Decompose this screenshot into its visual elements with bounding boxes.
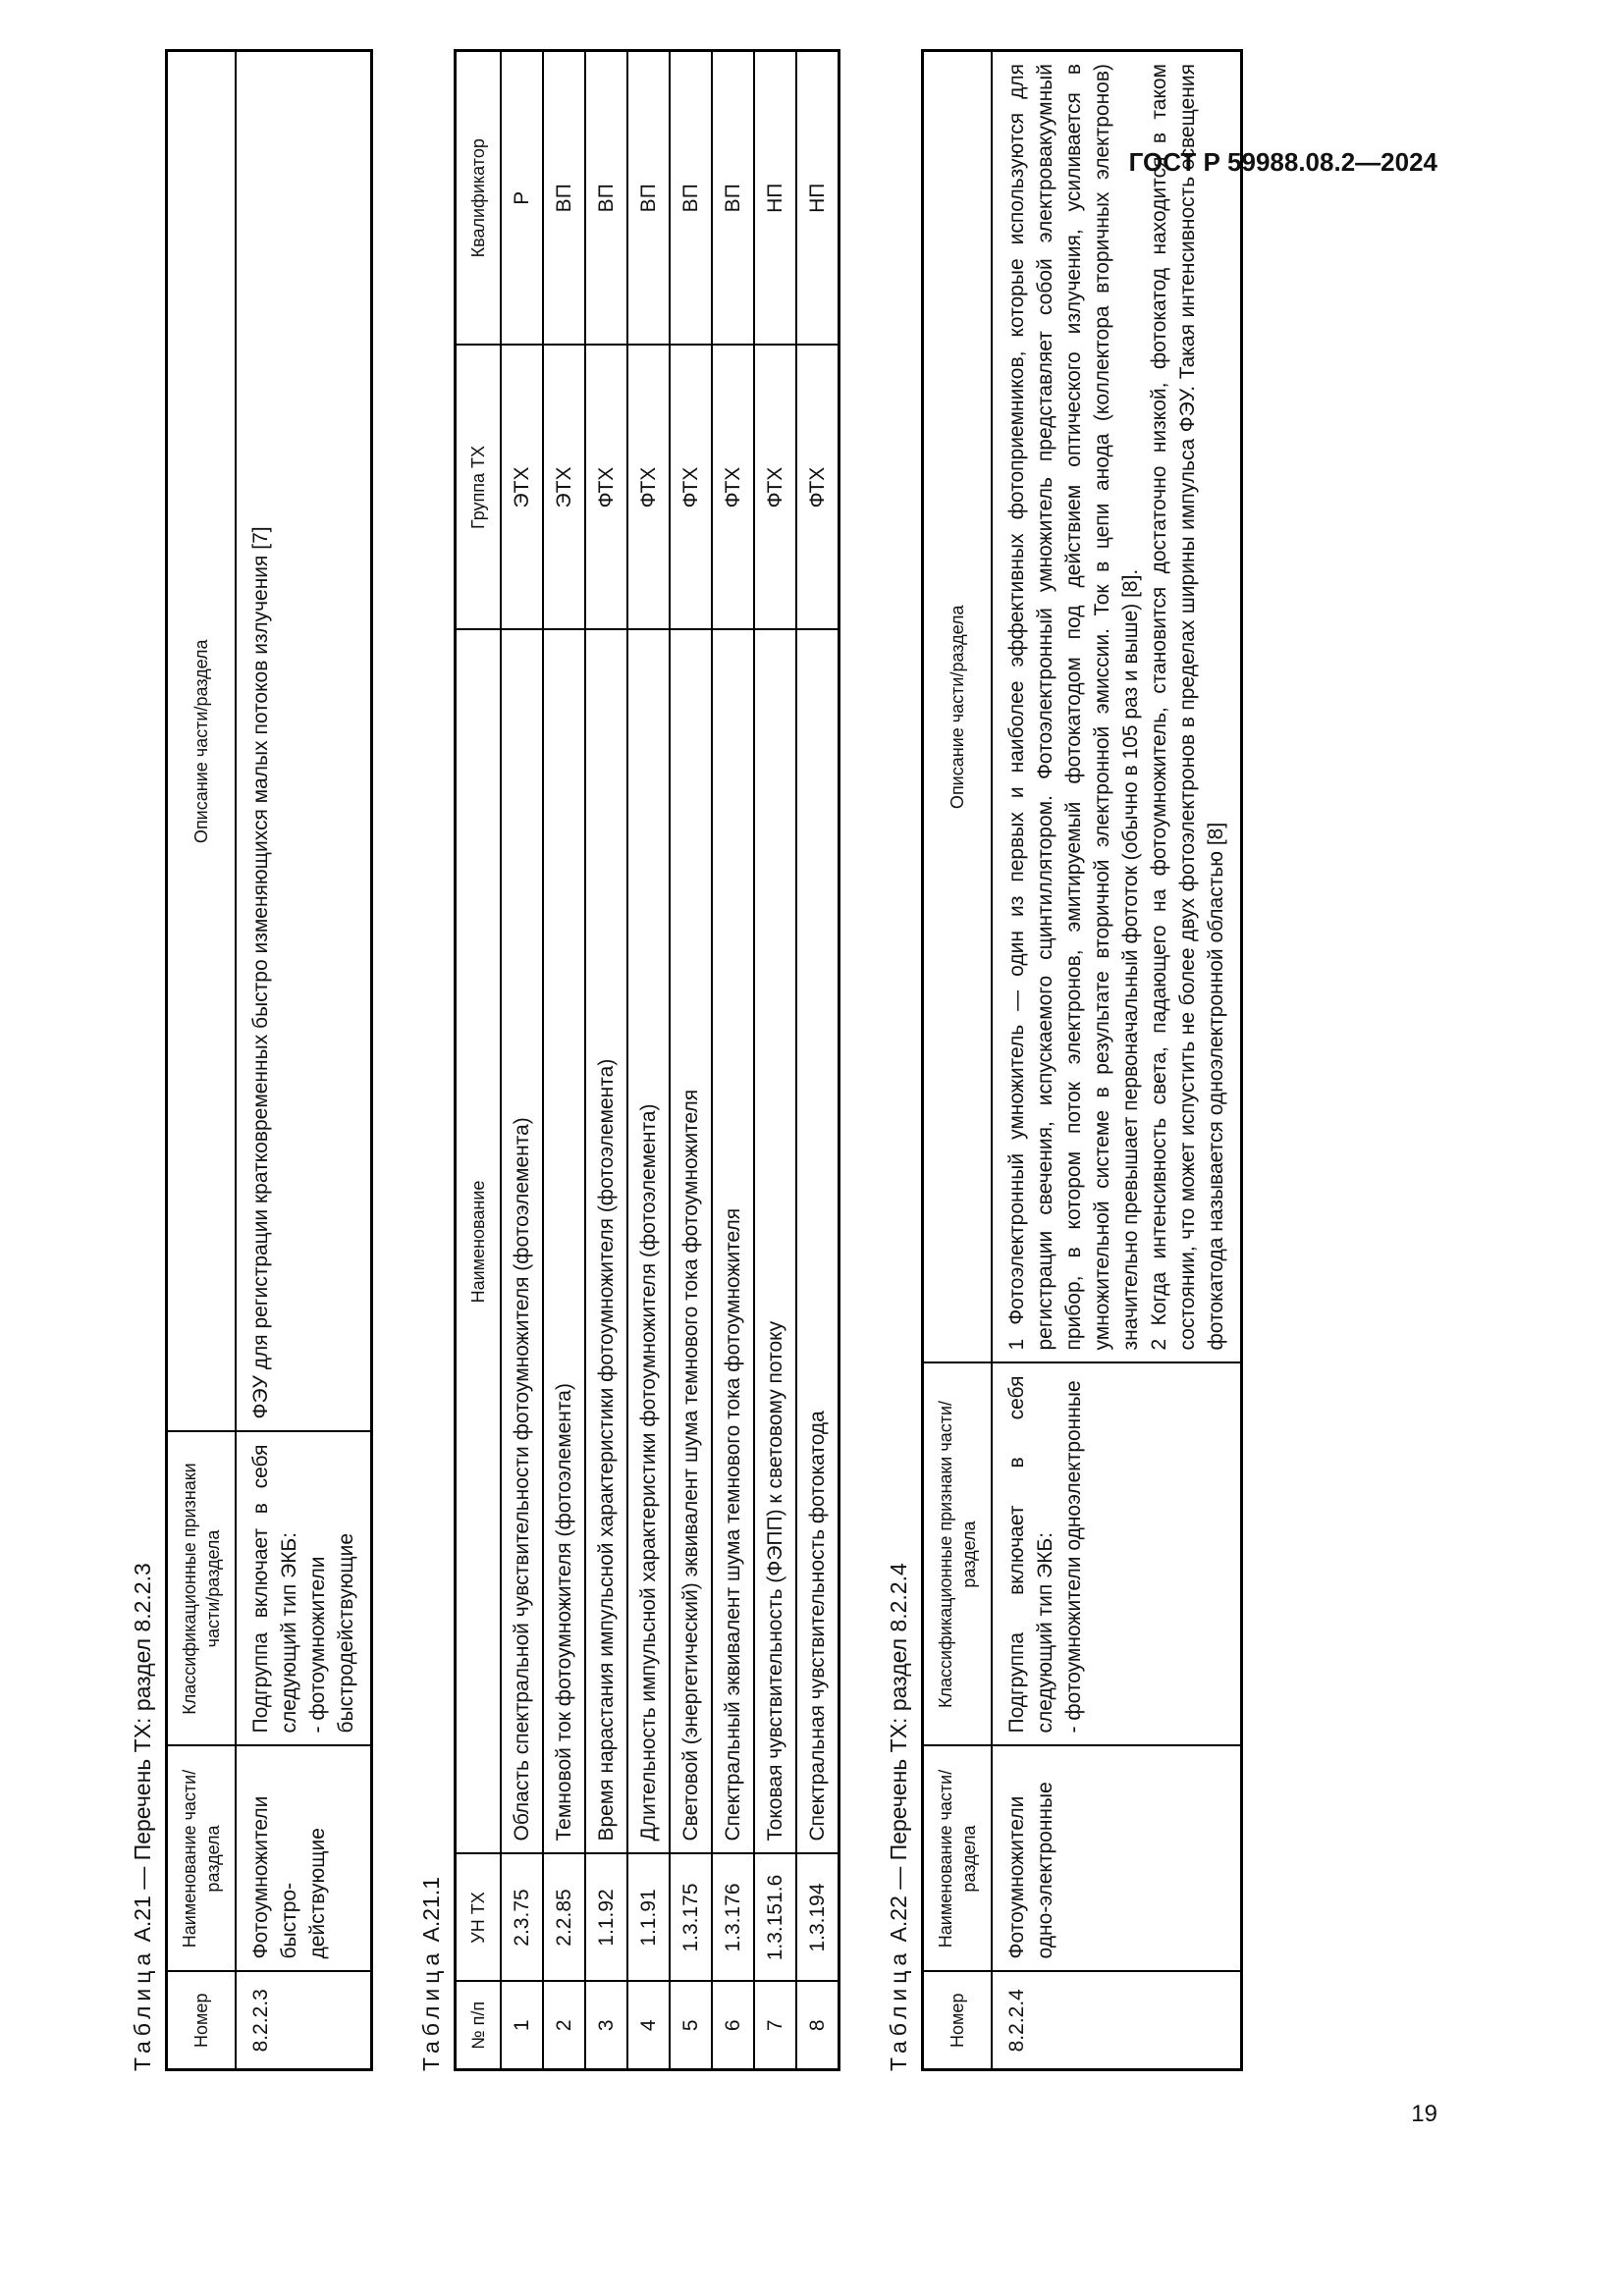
cell-qual: Р — [501, 51, 543, 346]
col-header: Номер — [923, 1972, 993, 2070]
col-header: Наименование части/раздела — [167, 1746, 237, 1972]
table-a21 — [165, 49, 373, 2071]
col-header: № п/п — [456, 1982, 502, 2070]
table-a21-caption — [120, 39, 165, 2071]
cell-name: Фотоумножители одно-электронные — [992, 1746, 1242, 1972]
cell-qual: ВП — [627, 51, 670, 346]
cell-description: ФЭУ для регистрации кратковременных быстро изменяющихся малых потоков излучения [7] — [236, 51, 372, 1432]
caption-prefix: Таблица — [886, 1948, 911, 2071]
cell-n: 7 — [754, 1982, 796, 2070]
cell-name: Токовая чувствительность (ФЭПП) к световому потоку — [754, 630, 796, 1854]
cell-group: ЭТХ — [501, 346, 543, 630]
cell-classification — [992, 1363, 1242, 1746]
cell-code: 2.3.75 — [501, 1854, 543, 1982]
cell-name: Время нарастания импульсной характеристики фотоумножителя (фотоэлемента) — [585, 630, 627, 1854]
page-number: 19 — [1411, 2101, 1437, 2127]
class-line: Подгруппа включает в себя следующий тип ЭКБ: — [249, 1444, 300, 1734]
cell-n: 3 — [585, 1982, 627, 2070]
cell-qual: НП — [796, 51, 839, 346]
document-header: ГОСТ Р 59988.08.2—2024 — [1128, 147, 1437, 177]
cell-code: 1.1.91 — [627, 1854, 670, 1982]
cell-name: Темновой ток фотоумножителя (фотоэлемента) — [543, 630, 585, 1854]
cell-name: Область спектральной чувствительности фотоумножителя (фотоэлемента) — [501, 630, 543, 1854]
col-header: Наименование части/раздела — [923, 1746, 993, 1972]
table-a22-caption — [876, 39, 921, 2071]
rotated-content — [112, 39, 1447, 2071]
table-a211-caption — [408, 39, 454, 2071]
cell-code: 1.3.175 — [670, 1854, 712, 1982]
cell-number: 8.2.2.3 — [236, 1972, 372, 2070]
cell-qual: НП — [754, 51, 796, 346]
cell-qual: ВП — [585, 51, 627, 346]
cell-qual: ВП — [543, 51, 585, 346]
col-header: Квалификатор — [456, 51, 502, 346]
col-header: Классификационные признаки части/раздела — [923, 1363, 993, 1746]
cell-name: Спектральный эквивалент шума темнового тока фотоумножителя — [712, 630, 754, 1854]
caption-prefix: Таблица — [418, 1948, 444, 2071]
cell-name: Спектральная чувствительность фотокатода — [796, 630, 839, 1854]
cell-n: 6 — [712, 1982, 754, 2070]
col-header: Классификационные признаки части/раздела — [167, 1432, 237, 1746]
table-row — [501, 51, 543, 2070]
table-row — [754, 51, 796, 2070]
cell-qual: ВП — [712, 51, 754, 346]
caption-text: А.22 — Перечень ТХ: раздел 8.2.2.4 — [886, 1563, 911, 1943]
cell-description — [992, 51, 1242, 1363]
cell-code: 1.3.194 — [796, 1854, 839, 1982]
cell-group: ФТХ — [670, 346, 712, 630]
cell-group: ФТХ — [754, 346, 796, 630]
table-row — [627, 51, 670, 2070]
cell-n: 8 — [796, 1982, 839, 2070]
table-header-row — [167, 51, 237, 2070]
table-row — [585, 51, 627, 2070]
cell-group: ФТХ — [796, 346, 839, 630]
cell-code: 1.3.151.6 — [754, 1854, 796, 1982]
table-row — [712, 51, 754, 2070]
cell-n: 2 — [543, 1982, 585, 2070]
caption-prefix: Таблица — [130, 1948, 155, 2071]
table-header-row — [456, 51, 502, 2070]
col-header: УН ТХ — [456, 1854, 502, 1982]
cell-code: 2.2.85 — [543, 1854, 585, 1982]
col-header: Наименование — [456, 630, 502, 1854]
cell-group: ФТХ — [712, 346, 754, 630]
table-row — [992, 51, 1242, 2070]
table-a22 — [921, 49, 1243, 2071]
caption-text: А.21 — Перечень ТХ: раздел 8.2.2.3 — [130, 1563, 155, 1943]
col-header: Описание части/раздела — [923, 51, 993, 1363]
table-row — [236, 51, 372, 2070]
table-a21-1 — [454, 49, 840, 2071]
cell-group: ФТХ — [585, 346, 627, 630]
col-header: Описание части/раздела — [167, 51, 237, 1432]
col-header: Номер — [167, 1972, 237, 2070]
cell-n: 5 — [670, 1982, 712, 2070]
description-paragraph: 2 Когда интенсивность света, падающего на фотоумножитель, становится достаточно низкой, фотокатод находится в таком состоянии, что может испустить не более двух фотоэлектронов в пределах ширины импульса ФЭУ. Такая интенсивность освещения фотокатода называется одноэлектронной областью [8] — [1148, 64, 1227, 1351]
caption-text: А.21.1 — [418, 1876, 444, 1943]
col-header: Группа ТХ — [456, 346, 502, 630]
class-line: - фотоумножители быстродействующие — [306, 1532, 357, 1734]
table-header-row — [923, 51, 993, 2070]
table-row — [543, 51, 585, 2070]
cell-group: ЭТХ — [543, 346, 585, 630]
cell-qual: ВП — [670, 51, 712, 346]
class-line: - фотоумножители одноэлектронные — [1062, 1380, 1085, 1734]
cell-group: ФТХ — [627, 346, 670, 630]
cell-number: 8.2.2.4 — [992, 1972, 1242, 2070]
cell-name: Фотоумножители быстро-действующие — [236, 1746, 372, 1972]
table-body — [501, 51, 839, 2070]
table-row — [670, 51, 712, 2070]
table-row — [796, 51, 839, 2070]
cell-name: Длительность импульсной характеристики фотоумножителя (фотоэлемента) — [627, 630, 670, 1854]
cell-n: 4 — [627, 1982, 670, 2070]
cell-code: 1.3.176 — [712, 1854, 754, 1982]
cell-n: 1 — [501, 1982, 543, 2070]
description-paragraph: 1 Фотоэлектронный умножитель — один из первых и наиболее эффективных фотоприемников, которые используются для регистрации свечения, испускаемого сцинтиллятором. Фотоэлектронный умножитель представляет собой электровакуумный прибор, в котором поток электронов, эмитируемый фотокатодом под действием оптического излучения, усиливается в умножительной системе в результате вторичной электронной эмиссии. Ток в цепи анода (коллектора вторичных электронов) значительно превышает первоначальный фототок (обычно в 105 раз и выше) [8]. — [1005, 64, 1142, 1351]
class-line: Подгруппа включает в себя следующий тип ЭКБ: — [1005, 1375, 1056, 1734]
cell-code: 1.1.92 — [585, 1854, 627, 1982]
cell-name: Световой (энергетический) эквивалент шума темнового тока фотоумножителя — [670, 630, 712, 1854]
cell-classification — [236, 1432, 372, 1746]
